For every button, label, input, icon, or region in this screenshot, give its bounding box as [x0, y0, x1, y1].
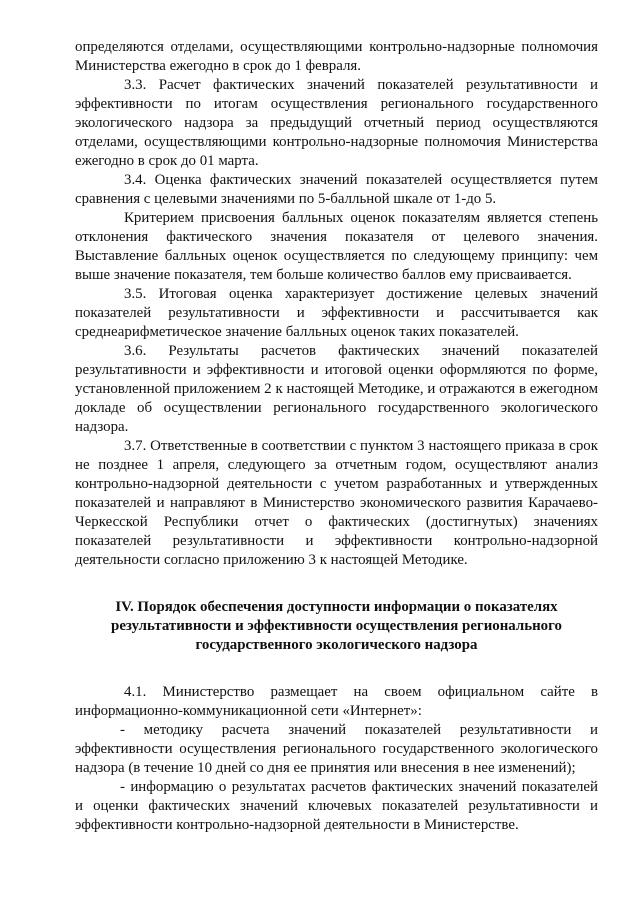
- section-heading-line-1: IV. Порядок обеспечения доступности информации о показателях: [115, 599, 558, 615]
- paragraph-3-4: 3.4. Оценка фактических значений показателей осуществляется путем сравнения с целевыми значениями по 5-балльной шкале от 1-до 5.: [75, 172, 598, 207]
- bullet-methodology: - методику расчета значений показателей результативности и эффективности осуществления регионального государственного экологического надзора (в течение 10 дней со дня ее принятия или внесения в нее изменений);: [75, 722, 598, 776]
- section-heading-line-2: результативности и эффективности осуществления регионального: [111, 618, 562, 634]
- paragraph-criteria: Критерием присвоения балльных оценок показателям является степень отклонения фактического значения показателя от целевого значения. Выставление балльных оценок осуществляется по следующему принципу: чем выше значение показателя, тем больше количество баллов ему присваивается.: [75, 210, 598, 283]
- section-heading-line-3: государственного экологического надзора: [195, 637, 478, 653]
- paragraph-3-6: 3.6. Результаты расчетов фактических значений показателей результативности и эффективности и итоговой оценки оформляются по форме, установленной приложением 2 к настоящей Методике, и отражаются в ежегодном докладе об осуществлении регионального государственного экологического надзора.: [75, 343, 598, 435]
- paragraph-3-3: 3.3. Расчет фактических значений показателей результативности и эффективности по итогам осуществления регионального государственного экологического надзора за предыдущий отчетный период осуществляются отделами, осуществляющими контрольно-надзорные полномочия Министерства ежегодно в срок до 01 марта.: [75, 77, 598, 169]
- document-page: [75, 38, 598, 835]
- paragraph-continuation: определяются отделами, осуществляющими контрольно-надзорные полномочия Министерства ежегодно в срок до 1 февраля.: [75, 39, 598, 74]
- paragraph-3-7: 3.7. Ответственные в соответствии с пунктом 3 настоящего приказа в срок не позднее 1 апреля, следующего за отчетным годом, осуществляют анализ контрольно-надзорной деятельности с учетом разработанных и утвержденных показателей и направляют в Министерство экономического развития Карачаево-Черкесской Республики отчет о фактических (достигнутых) значениях показателей результативности и эффективности контрольно-надзорной деятельности согласно приложению 3 к настоящей Методике.: [75, 438, 598, 568]
- paragraph-3-5: 3.5. Итоговая оценка характеризует достижение целевых значений показателей результативности и эффективности и рассчитывается как среднеарифметическое значение балльных оценок таких показателей.: [75, 286, 598, 340]
- bullet-information: - информацию о результатах расчетов фактических значений показателей и оценки фактических значений ключевых показателей результативности и эффективности контрольно-надзорной деятельности в Министерстве.: [75, 779, 598, 833]
- paragraph-4-1: 4.1. Министерство размещает на своем официальном сайте в информационно-коммуникационной сети «Интернет»:: [75, 684, 598, 719]
- section-heading-iv: [75, 598, 598, 655]
